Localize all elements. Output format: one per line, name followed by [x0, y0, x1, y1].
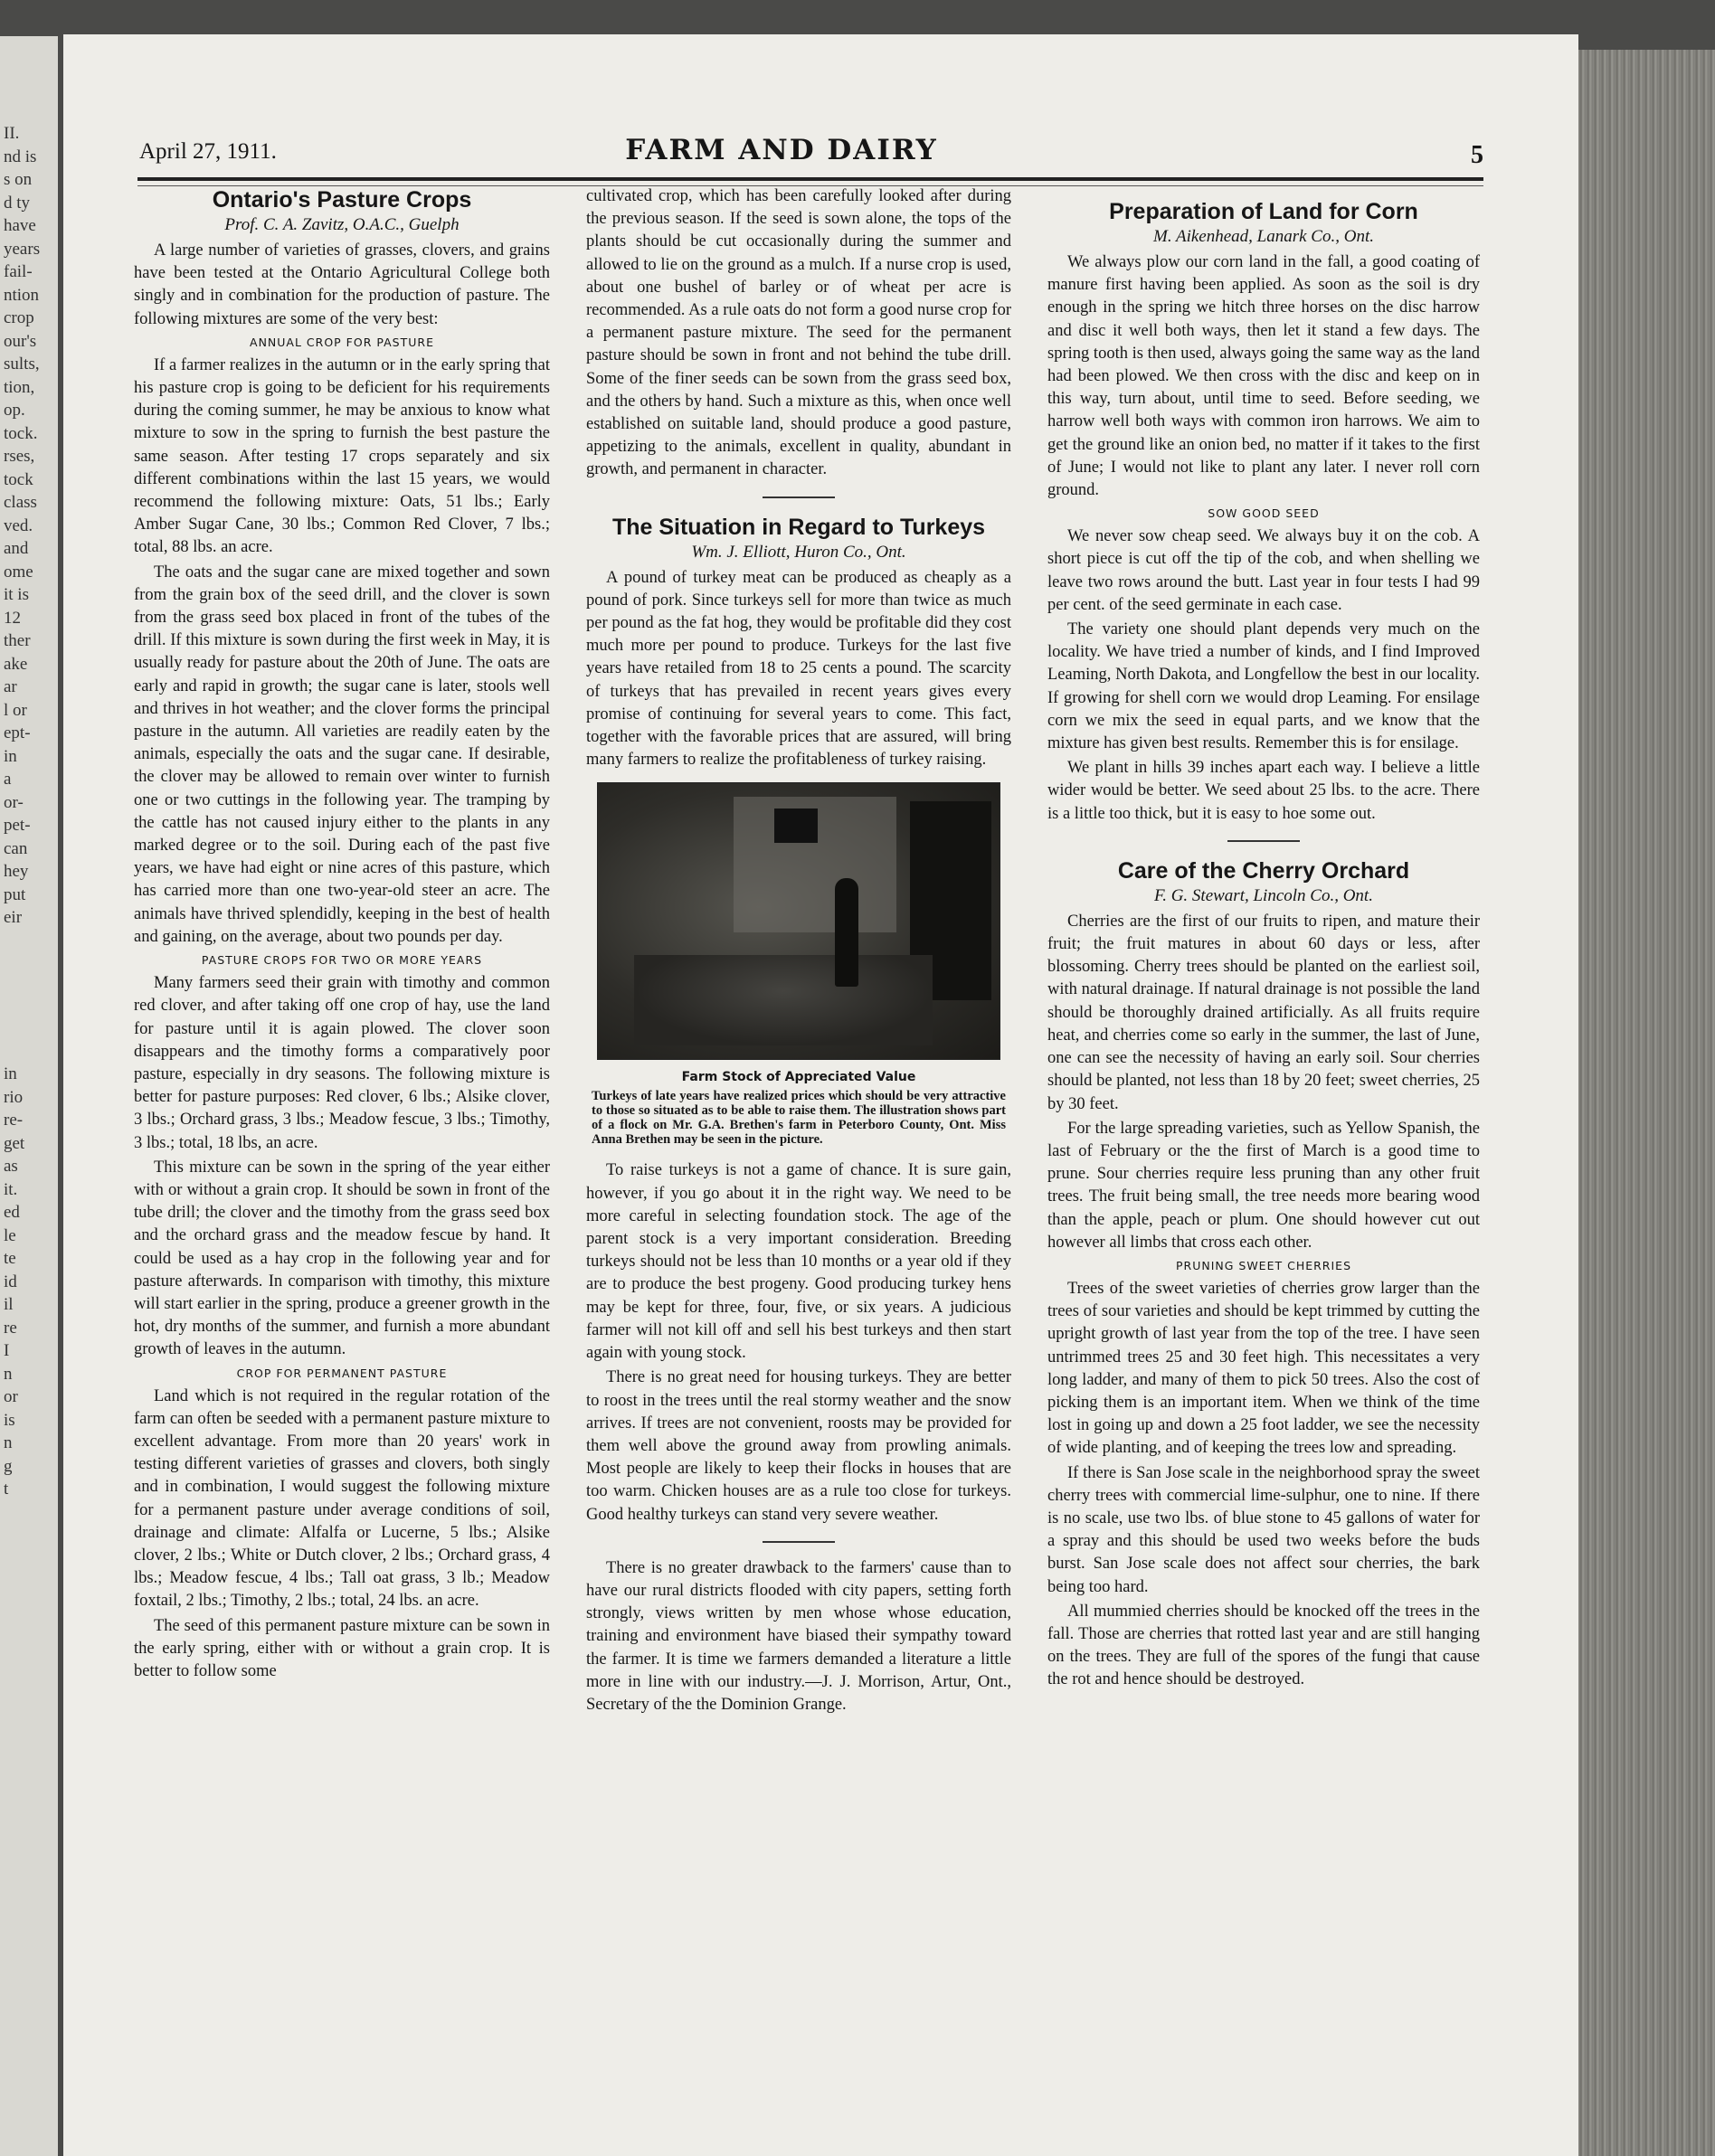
previous-page-fragment: n — [4, 1364, 13, 1384]
previous-page-fragment: crop — [4, 308, 34, 327]
previous-page-fragment: class — [4, 493, 37, 512]
previous-page-fragment: ept- — [4, 723, 31, 742]
previous-page-fragment: op. — [4, 401, 25, 420]
previous-page-fragment: fail- — [4, 262, 33, 281]
previous-page-fragment: a — [4, 770, 12, 789]
previous-page-fragment: put — [4, 884, 26, 904]
article-byline: Wm. J. Elliott, Huron Co., Ont. — [691, 542, 906, 562]
paragraph: cultivated crop, which has been carefully looked after during the previous season. If the seed is sown alone, the tops of the plants should be cut occasionally during the summer and allowed to lie on the ground as a mulch. If a nurse crop is used, about one bushel of barley or of wheat per acre is recommended. As a rule oats do not form a good nurse crop for a permanent pasture mixture. The seed for the permanent pasture should be sown in front and not behind the tube drill. Some of the finer seeds can be sown from the grass seed box, and the others by hand. Such a mixture as this, when once well established on suitable land, should produce a good pasture, appetizing to the animals, excellent in quality, abundant in growth, and permanent in character. — [586, 187, 1011, 479]
header-rule — [137, 177, 1483, 181]
previous-page-fragment: in — [4, 746, 17, 766]
photo-caption-title: Farm Stock of Appreciated Value — [681, 1070, 916, 1085]
paragraph: A large number of varieties of grasses, clovers, and grains have been tested at the Ontario Agricultural College both singly and in combination for the production of pasture. The following mixtures are some of the very best: — [134, 241, 550, 328]
previous-page-fragment: it is — [4, 585, 29, 604]
standing-person — [835, 878, 858, 987]
previous-page-fragment: re — [4, 1318, 17, 1338]
paragraph: Land which is not required in the regular rotation of the farm can often be seeded with a permanent pasture mixture to excellent advantage. From more than 20 years' work in testing different varieties of grasses and clovers, both singly and in combination, I would suggest the following mixture for a permanent pasture under average conditions of soil, drainage and climate: Alfalfa or Lucerne, 5 lbs.; Alsike clover, 2 lbs.; White or Dutch clover, 2 lbs.; Orchard grass, 4 lbs.; Meadow fescue, 4 lbs.; Tall oat grass, 3 lb.; Meadow foxtail, 2 lbs.; Timothy, 2 lbs.; total, 24 lbs. an acre. — [134, 1386, 550, 1611]
paragraph: We plant in hills 39 inches apart each way. I believe a little wider would be better. We seed about 25 lbs. to the acre. There is a little too thick, but it is easy to hoe some out. — [1047, 759, 1480, 823]
previous-page-fragment: tock. — [4, 423, 38, 443]
previous-page-fragment: tion, — [4, 377, 35, 397]
issue-date: April 27, 1911. — [139, 139, 277, 164]
previous-page-fragment: or- — [4, 792, 24, 812]
paragraph: The seed of this permanent pasture mixture can be sown in the early spring, either with or without a grain crop. It is better to follow some — [134, 1616, 550, 1680]
subheading: ANNUAL CROP FOR PASTURE — [250, 335, 434, 349]
previous-page-fragment: ake — [4, 654, 28, 674]
previous-page-fragment: n — [4, 1433, 13, 1452]
paragraph: We always plow our corn land in the fall, a good coating of manure first having been applied. As soon as the soil is dry enough in the spring we hitch three horses on the disc harrow and disc it well both ways, then let it stand a few days. The spring tooth is then used, always going the same way as the land had been plowed. We then cross with the disc and keep on in this way, turn about, until time to seed. Before seeding, we harrow well both ways with common iron harrows. We aim to get the ground like an onion bed, no matter if it takes to the first of June; I would not like to plant any later. I never roll corn ground. — [1047, 253, 1480, 500]
previous-page-fragment: pet- — [4, 816, 31, 835]
previous-page-fragment: l or — [4, 700, 27, 720]
previous-page-fragment: il — [4, 1295, 14, 1314]
paragraph: If there is San Jose scale in the neighborhood spray the sweet cherry trees with commercial lime-sulphur, one to nine. If there is no scale, use two lbs. of blue stone to 45 gallons of water for a spray and this should be used two weeks before the buds burst. San Jose scale does not affect sour cherries, the bark being too hard. — [1047, 1463, 1480, 1596]
previous-page-fragment: re- — [4, 1111, 24, 1130]
page-header — [80, 99, 1483, 170]
turkey-flock-photo — [597, 782, 1000, 1060]
previous-page-fragment: hey — [4, 862, 29, 881]
paragraph: We never sow cheap seed. We always buy it on the cob. A short piece is cut off the tip of the cob, and when shelling we leave two rows around the butt. Last year in four tests I had 99 per cent. of the seed germinate in each case. — [1047, 527, 1480, 614]
article-title: Preparation of Land for Corn — [1109, 199, 1418, 224]
previous-page-fragment: I — [4, 1341, 10, 1360]
previous-page-fragment: le — [4, 1225, 16, 1245]
paragraph: This mixture can be sown in the spring of the year either with or without a grain crop. It should be sown in front of the tube drill; the clover and the timothy from the grass seed box and the orchard grass and the meadow fescue by hand. It could be used as a hay crop in the following year and for pasture afterwards. In comparison with timothy, this mixture will start earlier in the spring, produce a greener growth in the hot, dry months of the summer, and furnish a more abundant growth of leaves in the autumn. — [134, 1158, 550, 1359]
previous-page-fragment: is — [4, 1410, 15, 1430]
previous-page-fragment: g — [4, 1456, 13, 1476]
subheading: PRUNING SWEET CHERRIES — [1175, 1258, 1352, 1272]
previous-page-fragment: ed — [4, 1203, 20, 1222]
paragraph: There is no greater drawback to the farmers' cause than to have our rural districts flooded with city papers, setting forth strongly, views written by men whose whose education, training and environment have biased their sympathy toward the farmer. It is time we farmers demanded a literature a little more in line with our industry.—J. J. Morrison, Artur, Ont., Secretary of the the Dominion Grange. — [586, 1558, 1011, 1714]
article-separator — [1227, 840, 1300, 842]
previous-page-fragment: as — [4, 1157, 18, 1176]
barn-window — [774, 808, 818, 843]
paragraph: The variety one should plant depends very much on the locality. We have tried a number of kinds, and I find Improved Leaming, North Dakota, and Longfellow the best in our locality. If growing for shell corn we would drop Leaming. For ensilage corn we mix the seed in equal parts, and we know that the mixture has given best results. Remember this is for ensilage. — [1047, 620, 1480, 753]
masthead-title: FARM AND DAIRY — [625, 134, 938, 166]
book-spine — [1578, 50, 1715, 2156]
column-1 — [134, 185, 550, 1685]
subheading: SOW GOOD SEED — [1208, 506, 1320, 521]
previous-page-fragment: and — [4, 539, 29, 558]
previous-page-fragment: ntion — [4, 285, 40, 305]
article-byline: M. Aikenhead, Lanark Co., Ont. — [1153, 227, 1374, 246]
turkey-flock — [634, 955, 933, 1045]
previous-page-fragment: have — [4, 216, 36, 235]
previous-page-fragment: te — [4, 1249, 16, 1268]
article-separator — [763, 496, 835, 498]
article-title: The Situation in Regard to Turkeys — [611, 514, 986, 540]
paragraph: Cherries are the first of our fruits to ripen, and mature their fruit; the fruit matures in about 60 days or less, after blossoming. Cherry trees should be planted on the earliest soil, with natural drainage. If natural drainage is not possible the land should be thoroughly drained artificially. As all fruits require heat, and cherries come so early in the summer, the last of June, one can see the necessity of having an early soil. Sour cherries should be planted, not less than 18 by 20 feet; sweet cherries, 25 by 30 feet. — [1047, 912, 1480, 1113]
previous-page-fragment: sults, — [4, 355, 40, 374]
previous-page-fragment: 12 — [4, 608, 21, 628]
paragraph: The oats and the sugar cane are mixed together and sown from the grain box of the seed drill, and the clover is sown from the grass seed box placed in front of the tubes of the drill. If this mixture is sown during the first week in May, it is usually ready for pasture about the 20th of June. The oats are early and rapid in growth; the sugar cane is later, stools well and thrives in hot weather; and the clover forms the principal pasture in the autumn. All varieties are readily eaten by the animals, especially the oats and the sugar cane. If desirable, the clover may be allowed to remain over winter to furnish one or two cuttings in the following year. The tramping by the cattle has not caused injury either to the plants in any marked degree or to the soil. During each of the past five years, we have had eight or nine acres of this pasture, which has carried more than one two-year-old steer an acre. The animals have thrived splendidly, keeping in the best of health and gaining, on the average, about two pounds per day. — [134, 563, 550, 946]
previous-page-fragment: tock — [4, 469, 33, 489]
previous-page-fragment: ther — [4, 631, 31, 650]
previous-page-fragment: rio — [4, 1087, 24, 1107]
article-separator — [763, 1541, 835, 1543]
column-2 — [586, 185, 1011, 1718]
paragraph: For the large spreading varieties, such as Yellow Spanish, the last of February or the the first of March is a good time to prune. Sour cherries require less pruning than any other fruit trees. The fruit being small, the tree needs more bearing wood than the apple, peach or plum. One should however cut out however all limbs that cross each other. — [1047, 1119, 1480, 1252]
previous-page-fragment: our's — [4, 331, 37, 351]
previous-page-fragment: or — [4, 1387, 18, 1406]
paragraph: Many farmers seed their grain with timothy and common red clover, and after taking off one crop of hay, use the land for pasture until it is again plowed. The clover soon disappears and the timothy forms a comparatively poor pasture, especially in dry seasons. The following mixture is better for pasture purposes: Red clover, 6 lbs.; Alsike clover, 3 lbs.; Orchard grass, 3 lbs.; Meadow fescue, 3 lbs.; Timothy, 3 lbs.; total, 18 lbs, an acre. — [134, 974, 550, 1152]
article-title: Ontario's Pasture Crops — [212, 187, 472, 213]
photo-caption: Turkeys of late years have realized prices which should be very attractive to those so situated as to be able to raise them. The illustration shows part of a flock on Mr. G.A. Brethen's farm in Peterboro County, Ont. Miss Anna Brethen may be seen in the picture. — [592, 1089, 1006, 1148]
previous-page-fragment: II. — [4, 124, 20, 143]
paragraph: Trees of the sweet varieties of cherries grow larger than the trees of sour varieties and should be kept trimmed by cutting the upright growth of last year from the top of the tree. I have seen untrimmed trees 25 and 30 feet high. This necessitates a very long ladder, and many of them to pick 50 trees. Also the cost of picking them is an important item. When we think of the time lost in going up and down a 25 foot ladder, we see the necessity of wide planting, and of keeping the trees low and spreading. — [1047, 1279, 1480, 1458]
previous-page-fragment: ome — [4, 562, 33, 582]
previous-page-edge — [0, 36, 58, 2156]
previous-page-fragment: can — [4, 838, 28, 858]
paragraph: There is no great need for housing turkeys. They are better to roost in the trees until the real stormy weather and the snow arrives. If trees are not convenient, roosts may be provided for them well above the ground away from prowling animals. Most people are likely to keep their flocks in houses that are too warm. Chicken houses are as a rule too close for turkeys. Good healthy turkeys can stand very severe weather. — [586, 1368, 1011, 1524]
previous-page-fragment: nd is — [4, 147, 37, 166]
previous-page-fragment: t — [4, 1480, 9, 1499]
paragraph: All mummied cherries should be knocked off the trees in the fall. Those are cherries that rotted last year and are still hanging on the trees. They are full of the spores of the fungi that cause the rot and hence should be destroyed. — [1047, 1602, 1480, 1689]
previous-page-fragment: get — [4, 1133, 25, 1153]
previous-page-fragment: s on — [4, 170, 33, 189]
article-byline: F. G. Stewart, Lincoln Co., Ont. — [1154, 885, 1373, 905]
article-title: Care of the Cherry Orchard — [1117, 857, 1410, 884]
page-number: 5 — [1471, 141, 1483, 169]
previous-page-fragment: in — [4, 1064, 17, 1083]
column-3 — [1047, 197, 1480, 1694]
previous-page-fragment: it. — [4, 1179, 18, 1199]
subheading: PASTURE CROPS FOR TWO OR MORE YEARS — [201, 953, 483, 968]
previous-page-fragment: eir — [4, 908, 23, 927]
previous-page-fragment: years — [4, 239, 41, 259]
paragraph: If a farmer realizes in the autumn or in the early spring that his pasture crop is going to be deficient for his requirements during the coming summer, he may be anxious to know what mixture to sow in the spring to furnish the best pasture the same season. After testing 17 crops separately and six different combinations within the last 15 years, we would recommend the following mixture: Oats, 51 lbs.; Early Amber Sugar Cane, 30 lbs.; Common Red Clover, 7 lbs.; total, 88 lbs. an acre. — [134, 355, 550, 557]
previous-page-fragment: d ty — [4, 193, 31, 213]
previous-page-fragment: ved. — [4, 515, 33, 535]
article-byline: Prof. C. A. Zavitz, O.A.C., Guelph — [224, 215, 460, 234]
previous-page-fragment: rses, — [4, 447, 35, 466]
previous-page-fragment: id — [4, 1272, 17, 1291]
paragraph: To raise turkeys is not a game of chance. It is sure gain, however, if you go about it in the right way. We need to be more careful in selecting foundation stock. The age of the parent stock is a very important consideration. Breeding turkeys should not be less than 10 months or a year old if they are to produce the best progeny. Good producing turkey hens may be kept for three, four, five, or six years. A judicious farmer will not kill off and sell his best turkeys and then start again with young stock. — [586, 1161, 1011, 1363]
subheading: CROP FOR PERMANENT PASTURE — [236, 1366, 448, 1380]
paragraph: A pound of turkey meat can be produced as cheaply as a pound of pork. Since turkeys sell for more than twice as much per pound as the fat hog, they would be profitable did they cost much more per pound to produce. Turkeys for the last five years have retailed from 18 to 25 cents a pound. The scarcity of turkeys that has prevailed in recent years gives every promise of continuing for several years to come. This fact, together with the favorable prices that are assured, will bring many farmers to realize the profitableness of turkey raising. — [586, 568, 1011, 770]
previous-page-fragment: ar — [4, 677, 17, 696]
